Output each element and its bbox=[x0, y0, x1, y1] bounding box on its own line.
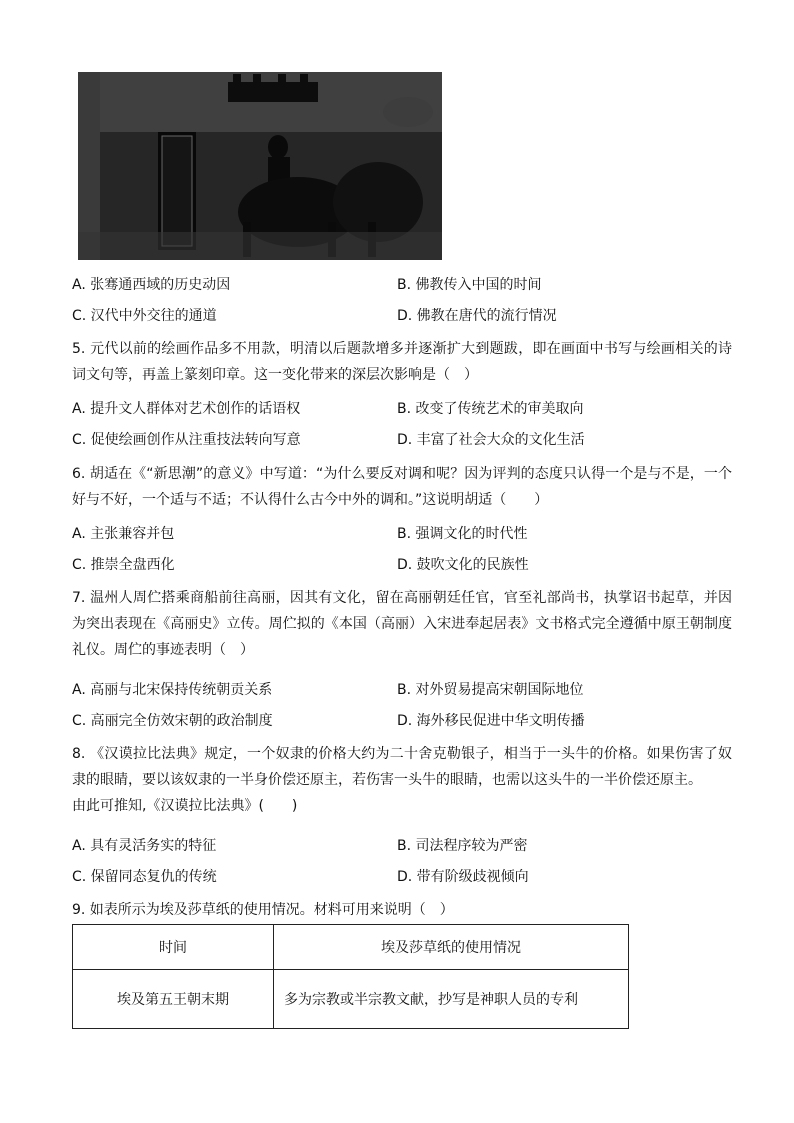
q6-option-a[interactable]: A. 主张兼容并包 bbox=[72, 526, 175, 542]
q9-table-cell-time: 埃及第五王朝末期 bbox=[73, 970, 274, 1029]
q8-option-d[interactable]: D. 带有阶级歧视倾向 bbox=[397, 869, 529, 885]
q9-table-header-time: 时间 bbox=[73, 925, 274, 970]
q4-option-a[interactable]: A. 张骞通西域的历史动因 bbox=[72, 277, 231, 293]
q9-table bbox=[72, 924, 629, 1029]
q6-stem bbox=[72, 461, 732, 513]
q7-option-b[interactable]: B. 对外贸易提高宋朝国际地位 bbox=[397, 682, 584, 698]
q5-options-row-2 bbox=[72, 429, 722, 451]
q5-option-c[interactable]: C. 促使绘画创作从注重技法转向写意 bbox=[72, 432, 301, 448]
q4-options-row-1 bbox=[72, 274, 722, 296]
q4-option-c[interactable]: C. 汉代中外交往的通道 bbox=[72, 308, 217, 324]
q8-options-row-2 bbox=[72, 866, 722, 888]
table-row bbox=[73, 970, 629, 1029]
q7-options-row-2 bbox=[72, 710, 722, 732]
q4-option-d[interactable]: D. 佛教在唐代的流行情况 bbox=[397, 308, 557, 324]
q6-option-d[interactable]: D. 鼓吹文化的民族性 bbox=[397, 557, 529, 573]
q8-option-c[interactable]: C. 保留同态复仇的传统 bbox=[72, 869, 217, 885]
mural-image-drawing bbox=[78, 72, 442, 260]
q8-option-a[interactable]: A. 具有灵活务实的特征 bbox=[72, 838, 217, 854]
q7-stem bbox=[72, 585, 732, 663]
q9-table-header-usage: 埃及莎草纸的使用情况 bbox=[274, 925, 629, 970]
q6-stem-text: 6. 胡适在《“新思潮”的意义》中写道：“为什么要反对调和呢？因为评判的态度只认得一个是与不是，一个好与不好，一个适与不适；不认得什么古今中外的调和。”这说明胡适（ ） bbox=[72, 466, 732, 508]
q6-option-b[interactable]: B. 强调文化的时代性 bbox=[397, 526, 528, 542]
q4-options-row-2 bbox=[72, 305, 722, 327]
q5-options-row-1 bbox=[72, 398, 722, 420]
q8-stem-line-1: 8. 《汉谟拉比法典》规定，一个奴隶的价格大约为二十舍克勒银子，相当于一头牛的价格。如果伤害了奴隶的眼睛，要以该奴隶的一半身价偿还原主，若伤害一头牛的眼睛，也需以这头牛的一半价偿还原主。 bbox=[72, 746, 732, 788]
q6-options-row-1 bbox=[72, 523, 722, 545]
q8-option-b[interactable]: B. 司法程序较为严密 bbox=[397, 838, 528, 854]
q5-stem bbox=[72, 336, 732, 388]
q9-table-cell-usage: 多为宗教或半宗教文献，抄写是神职人员的专利 bbox=[274, 970, 629, 1029]
q7-option-a[interactable]: A. 高丽与北宋保持传统朝贡关系 bbox=[72, 682, 273, 698]
q8-stem-line-2: 由此可推知,《汉谟拉比法典》( ) bbox=[72, 798, 298, 814]
q6-option-c[interactable]: C. 推崇全盘西化 bbox=[72, 557, 175, 573]
q4-option-b[interactable]: B. 佛教传入中国的时间 bbox=[397, 277, 542, 293]
q7-options-row-1 bbox=[72, 679, 722, 701]
q9-stem bbox=[72, 897, 732, 923]
mural-image bbox=[78, 72, 442, 260]
q8-options-row-1 bbox=[72, 835, 722, 857]
q8-stem bbox=[72, 741, 732, 819]
q5-option-a[interactable]: A. 提升文人群体对艺术创作的话语权 bbox=[72, 401, 301, 417]
q5-stem-text: 5. 元代以前的绘画作品多不用款，明清以后题款增多并逐渐扩大到题跋，即在画面中书写与绘画相关的诗词文句等，再盖上篆刻印章。这一变化带来的深层次影响是（ ） bbox=[72, 341, 732, 383]
q9-stem-text: 9. 如表所示为埃及莎草纸的使用情况。材料可用来说明（ ） bbox=[72, 902, 454, 918]
q9-table-header-row bbox=[73, 925, 629, 970]
q5-option-d[interactable]: D. 丰富了社会大众的文化生活 bbox=[397, 432, 585, 448]
q7-option-c[interactable]: C. 高丽完全仿效宋朝的政治制度 bbox=[72, 713, 273, 729]
q6-options-row-2 bbox=[72, 554, 722, 576]
q7-option-d[interactable]: D. 海外移民促进中华文明传播 bbox=[397, 713, 585, 729]
q7-stem-text: 7. 温州人周伫搭乘商船前往高丽，因其有文化，留在高丽朝廷任官，官至礼部尚书，执掌诏书起草，并因为突出表现在《高丽史》立传。周伫拟的《本国（高丽）入宋进奉起居表》文书格式完全遵循中原王朝制度礼仪。周伫的事迹表明（ ） bbox=[72, 590, 732, 658]
q5-option-b[interactable]: B. 改变了传统艺术的审美取向 bbox=[397, 401, 584, 417]
